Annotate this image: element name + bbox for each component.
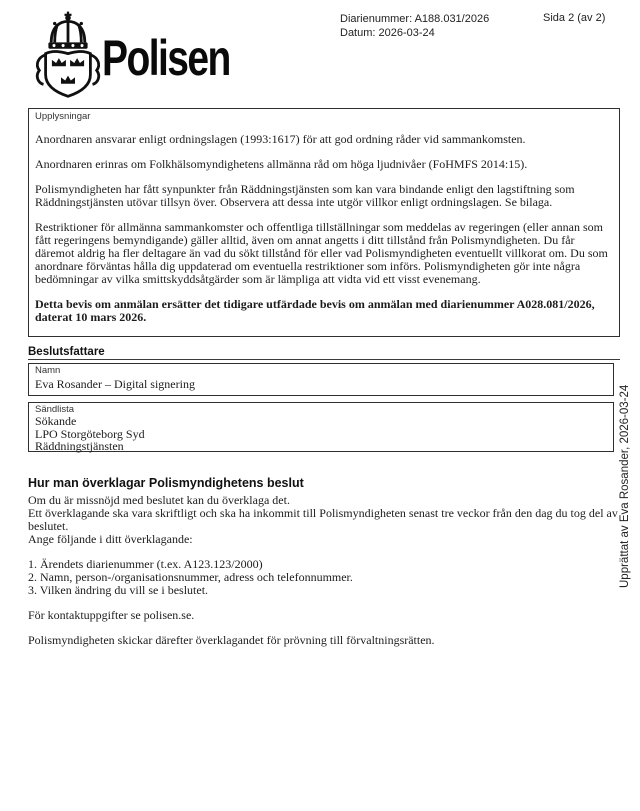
distribution-item: Sökande: [35, 414, 77, 428]
appeal-list-item: 1. Ärendets diarienummer (t.ex. A123.123/2000): [28, 557, 263, 571]
appeal-closing-line: Polismyndigheten skickar därefter överklagandet för prövning till förvaltningsrätten.: [28, 633, 435, 647]
polisen-wordmark: Polisen: [102, 30, 230, 86]
upplysningar-paragraph: Anordnaren erinras om Folkhälsomyndighetens allmänna råd om höga ljudnivåer (FoHMFS 2014:15).: [35, 157, 528, 171]
appeal-list-item: 3. Vilken ändring du vill se i beslutet.: [28, 583, 209, 597]
appeal-section: [28, 476, 618, 647]
appeal-intro-line: Ett överklagande ska vara skriftligt och ska ha inkommit till Polismyndigheten senast tre veckor från den dag du tog del av beslutet.: [28, 506, 618, 533]
upplysningar-paragraph: Anordnaren ansvarar enligt ordningslagen (1993:1617) för att god ordning råder vid sammankomsten.: [35, 132, 526, 146]
decision-maker-box: [28, 363, 614, 396]
distribution-list-box: [28, 402, 614, 452]
sandlista-label: Sändlista: [35, 404, 75, 415]
beslutsfattare-heading: Beslutsfattare: [28, 346, 105, 358]
distribution-item: Räddningstjänsten: [35, 439, 124, 453]
decision-maker-name: Eva Rosander – Digital signering: [35, 377, 195, 391]
diary-number: Diarienummer: A188.031/2026: [340, 13, 490, 25]
document-date: Datum: 2026-03-24: [340, 27, 435, 39]
appeal-heading: Hur man överklagar Polismyndighetens beslut: [28, 476, 304, 490]
upplysningar-paragraph: Restriktioner för allmänna sammankomster och offentliga tillställningar som meddelas av regeringen (eller annan som fått regeringens bemyndigande) gäller alltid, även om annat angetts i ditt tillstånd från Polismyndigheten. Du får däremot aldrig ha fler deltagare än vad du sökt tillstånd för eller vad Polismyndigheten eventuellt villkorat om. Du som anordnare förväntas hålla dig uppdaterad om eventuella restriktioner som införs. Polismyndigheten gör inte några bedömningar av vilka smittskyddsåtgärder som är lämpliga att vidta vid ett visst evenemang.: [35, 220, 608, 286]
appeal-intro-line: Ange följande i ditt överklagande:: [28, 532, 193, 546]
header-meta: [340, 12, 489, 40]
page-indicator: Sida 2 (av 2): [543, 12, 606, 24]
namn-label: Namn: [35, 365, 61, 376]
replacement-notice: Detta bevis om anmälan ersätter det tidigare utfärdade bevis om anmälan med diarienummer A028.081/2026, daterat 10 mars 2026.: [35, 297, 595, 324]
heading-rule: [28, 359, 620, 360]
polisen-crest-icon: [33, 11, 103, 99]
created-by-vertical-note: Upprättat av Eva Rosander, 2026-03-24: [619, 384, 631, 588]
upplysningar-label: Upplysningar: [35, 111, 91, 122]
upplysningar-box: [28, 108, 620, 337]
appeal-list: [28, 558, 618, 597]
appeal-contact-line: För kontaktuppgifter se polisen.se.: [28, 608, 195, 622]
upplysningar-paragraph: Polismyndigheten har fått synpunkter från Räddningstjänsten som kan vara bindande enligt den lagstiftning som Räddningstjänsten utövar tillsyn över. Observera att dessa inte utgör villkor enligt ordningslagen. Se bilaga.: [35, 182, 575, 209]
appeal-intro-line: Om du är missnöjd med beslutet kan du överklaga det.: [28, 493, 290, 507]
appeal-list-item: 2. Namn, person-/organisationsnummer, adress och telefonnummer.: [28, 570, 353, 584]
distribution-item: LPO Storgöteborg Syd: [35, 426, 145, 441]
